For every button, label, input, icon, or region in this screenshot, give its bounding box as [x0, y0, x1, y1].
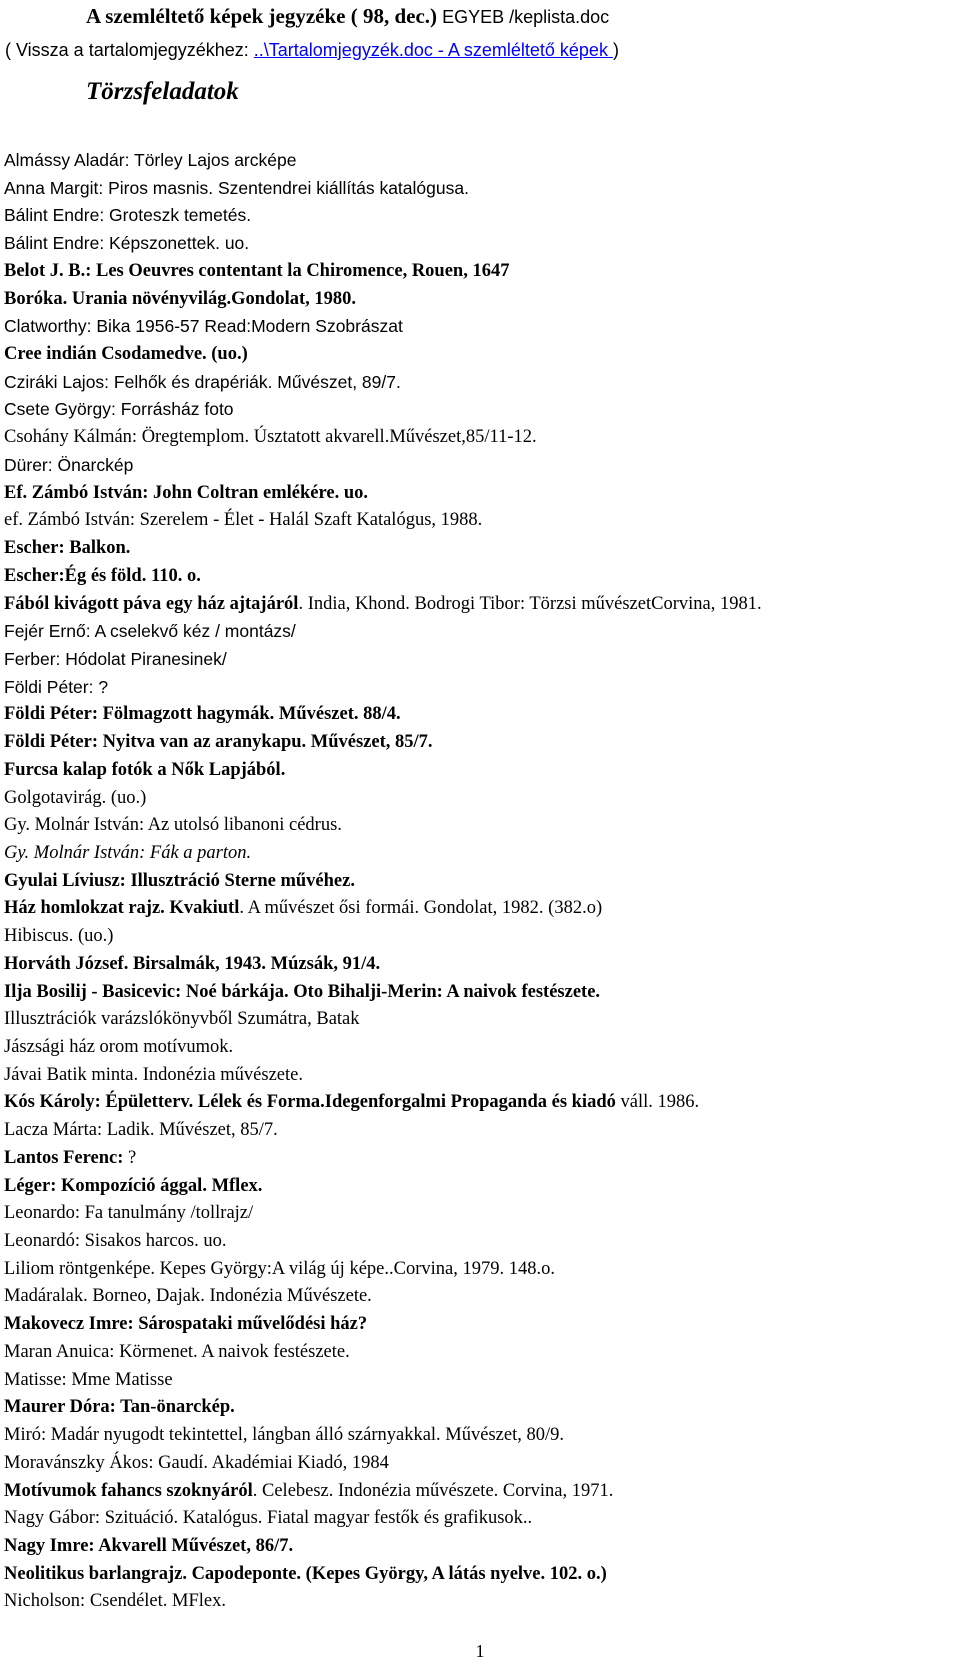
list-item-text: Motívumok fahancs szoknyáról: [4, 1480, 253, 1501]
entry-list: [4, 147, 954, 1616]
list-item: [4, 396, 954, 424]
list-item-text: Leonardó: Sisakos harcos. uo.: [4, 1231, 227, 1252]
list-item: [4, 147, 954, 175]
list-item-text: Almássy Aladár: Törley Lajos arcképe: [4, 150, 297, 170]
list-item-text: . Celebesz. Indonézia művészete. Corvina, 1971.: [252, 1480, 614, 1501]
list-item-text: Matisse: Mme Matisse: [4, 1369, 173, 1390]
list-item: [4, 785, 954, 813]
list-item: [4, 1145, 954, 1173]
list-item: [4, 1089, 954, 1117]
list-item: [4, 840, 954, 868]
list-item: [4, 923, 954, 951]
list-item-text: Dürer: Önarckép: [4, 454, 134, 475]
list-item-text: Csohány Kálmán: Öregtemplom. Úsztatott akvarell.Művészet,85/11-12.: [4, 427, 537, 448]
list-item-text: ?: [128, 1147, 137, 1168]
list-item-text: Földi Péter: Fölmagzott hagymák. Művészet. 88/4.: [4, 704, 401, 725]
list-item-text: Horváth József. Birsalmák, 1943. Múzsák, 91/4.: [4, 953, 381, 974]
list-item-text: Escher:Ég és föld. 110. o.: [4, 565, 201, 586]
list-item-text: Fából kivágott páva egy ház ajtajáról: [4, 593, 299, 614]
list-item: [4, 480, 954, 508]
list-item: [4, 1339, 954, 1367]
list-item: [4, 1561, 954, 1589]
list-item: [4, 258, 954, 286]
list-item-text: Ferber: Hódolat Piranesinek/: [4, 648, 227, 669]
list-item-text: ef. Zámbó István: Szerelem - Élet - Halál Szaft Katalógus, 1988.: [4, 510, 483, 531]
list-item: [4, 1478, 954, 1506]
list-item-text: Furcsa kalap fotók a Nők Lapjából.: [4, 759, 286, 780]
list-item: [4, 591, 954, 619]
list-item: [4, 701, 954, 729]
list-item: [4, 895, 954, 923]
list-item: [4, 369, 954, 397]
list-item: [4, 1200, 954, 1228]
page-number: 1: [475, 1641, 485, 1661]
list-item-text: Liliom röntgenképe. Kepes György:A világ új képe..Corvina, 1979. 148.o.: [4, 1258, 555, 1279]
list-item-text: . A művészet ősi formái. Gondolat, 1982. (382.o): [239, 898, 603, 919]
title-main: A szemléltető képek jegyzéke ( 98, dec.): [86, 4, 438, 28]
list-item-text: Fejér Ernő: A cselekvő kéz / montázs/: [4, 621, 296, 642]
back-suffix: ): [612, 40, 619, 60]
back-to-contents: [5, 38, 619, 62]
list-item: [4, 286, 954, 314]
list-item-text: Belot J. B.: Les Oeuvres contentant la Chiromence, Rouen, 1647: [4, 260, 510, 281]
list-item: [4, 535, 954, 563]
list-item-text: Cziráki Lajos: Felhők és drapériák. Művészet, 89/7.: [4, 371, 401, 392]
list-item: [4, 175, 954, 203]
section-heading: Törzsfeladatok: [86, 78, 239, 105]
list-item: [4, 1311, 954, 1339]
list-item-text: Hibiscus. (uo.): [4, 926, 114, 947]
list-item-text: Gyulai Líviusz: Illusztráció Sterne művéhez.: [4, 870, 355, 891]
list-item: [4, 313, 954, 341]
list-item: [4, 1367, 954, 1395]
list-item: [4, 646, 954, 674]
list-item: [4, 507, 954, 535]
list-item-text: Gy. Molnár István: Fák a parton.: [4, 842, 252, 863]
list-item: [4, 1588, 954, 1616]
list-item: [4, 1228, 954, 1256]
list-item-text: Lacza Márta: Ladik. Művészet, 85/7.: [4, 1120, 278, 1141]
list-item: [4, 1034, 954, 1062]
back-prefix: ( Vissza a tartalomjegyzékhez:: [5, 40, 254, 60]
list-item: [4, 729, 954, 757]
list-item: [4, 1006, 954, 1034]
document-title: [86, 2, 609, 31]
list-item-text: Nicholson: Csendélet. MFlex.: [4, 1591, 226, 1612]
list-item-text: Illusztrációk varázslókönyvből Szumátra, Batak: [4, 1009, 360, 1030]
list-item-text: Csete György: Forrásház foto: [4, 399, 234, 420]
list-item: [4, 812, 954, 840]
list-item: [4, 230, 954, 258]
list-item-text: Nagy Gábor: Szituáció. Katalógus. Fiatal magyar festők és grafikusok..: [4, 1508, 533, 1529]
list-item-text: Gy. Molnár István: Az utolsó libanoni cédrus.: [4, 815, 342, 836]
list-item-text: Bálint Endre: Képszonettek. uo.: [4, 233, 250, 254]
list-item-text: Miró: Madár nyugodt tekintettel, lángban álló szárnyakkal. Művészet, 80/9.: [4, 1425, 564, 1446]
list-item-text: Ház homlokzat rajz. Kvakiutl: [4, 898, 240, 919]
list-item-text: Maran Anuica: Körmenet. A naivok festészete.: [4, 1341, 350, 1362]
list-item: [4, 1283, 954, 1311]
list-item-text: Ef. Zámbó István: John Coltran emlékére. uo.: [4, 482, 369, 503]
list-item-text: Léger: Kompozíció ággal. Mflex.: [4, 1175, 263, 1196]
list-item: [4, 452, 954, 480]
list-item: [4, 1450, 954, 1478]
list-item-text: Clatworthy: Bika 1956-57 Read:Modern Szobrászat: [4, 316, 403, 337]
list-item: [4, 424, 954, 452]
list-item-text: Makovecz Imre: Sárospataki művelődési ház?: [4, 1314, 368, 1335]
list-item-text: Leonardo: Fa tanulmány /tollrajz/: [4, 1203, 254, 1224]
list-item-text: Kós Károly: Épületterv. Lélek és Forma.Idegenforgalmi Propaganda és kiadó: [4, 1092, 616, 1113]
list-item: [4, 1062, 954, 1090]
list-item: [4, 202, 954, 230]
list-item-text: Moravánszky Ákos: Gaudí. Akadémiai Kiadó, 1984: [4, 1452, 389, 1473]
list-item-text: Nagy Imre: Akvarell Művészet, 86/7.: [4, 1535, 294, 1556]
list-item: [4, 563, 954, 591]
list-item-text: Golgotavirág. (uo.): [4, 787, 147, 808]
list-item: [4, 757, 954, 785]
list-item-text: Boróka. Urania növényvilág.Gondolat, 1980.: [4, 288, 357, 309]
list-item: [4, 979, 954, 1007]
list-item-text: Földi Péter: ?: [4, 676, 109, 697]
list-item-text: Madáralak. Borneo, Dajak. Indonézia Művészete.: [4, 1286, 372, 1307]
list-item: [4, 951, 954, 979]
list-item-text: Lantos Ferenc:: [4, 1147, 128, 1168]
list-item: [4, 1533, 954, 1561]
title-file: EGYEB /keplista.doc: [437, 7, 610, 27]
list-item-text: Jávai Batik minta. Indonézia művészete.: [4, 1064, 303, 1085]
list-item: [4, 868, 954, 896]
list-item: [4, 1422, 954, 1450]
list-item: [4, 1394, 954, 1422]
list-item-text: Maurer Dóra: Tan-önarckép.: [4, 1397, 235, 1418]
list-item: [4, 341, 954, 369]
list-item-text: Cree indián Csodamedve. (uo.): [4, 344, 248, 365]
list-item: [4, 1505, 954, 1533]
list-item: [4, 1173, 954, 1201]
list-item-text: Neolitikus barlangrajz. Capodeponte. (Kepes György, A látás nyelve. 102. o.): [4, 1563, 607, 1584]
list-item-text: Jászsági ház orom motívumok.: [4, 1037, 234, 1057]
list-item-text: Bálint Endre: Groteszk temetés.: [4, 205, 252, 226]
list-item-text: Ilja Bosilij - Basicevic: Noé bárkája. Oto Bihalji-Merin: A naivok festészete.: [4, 981, 601, 1002]
list-item-text: Földi Péter: Nyitva van az aranykapu. Művészet, 85/7.: [4, 732, 433, 753]
list-item: [4, 618, 954, 646]
list-item-text: Anna Margit: Piros masnis. Szentendrei kiállítás katalógusa.: [4, 177, 469, 198]
list-item-text: váll. 1986.: [615, 1092, 700, 1113]
table-of-contents-link[interactable]: ..\Tartalomjegyzék.doc - A szemléltető képek: [253, 40, 613, 60]
list-item: [4, 674, 954, 702]
list-item: [4, 1256, 954, 1284]
list-item-text: . India, Khond. Bodrogi Tibor: Törzsi művészetCorvina, 1981.: [298, 593, 762, 614]
list-item-text: Escher: Balkon.: [4, 538, 131, 559]
list-item: [4, 1117, 954, 1145]
